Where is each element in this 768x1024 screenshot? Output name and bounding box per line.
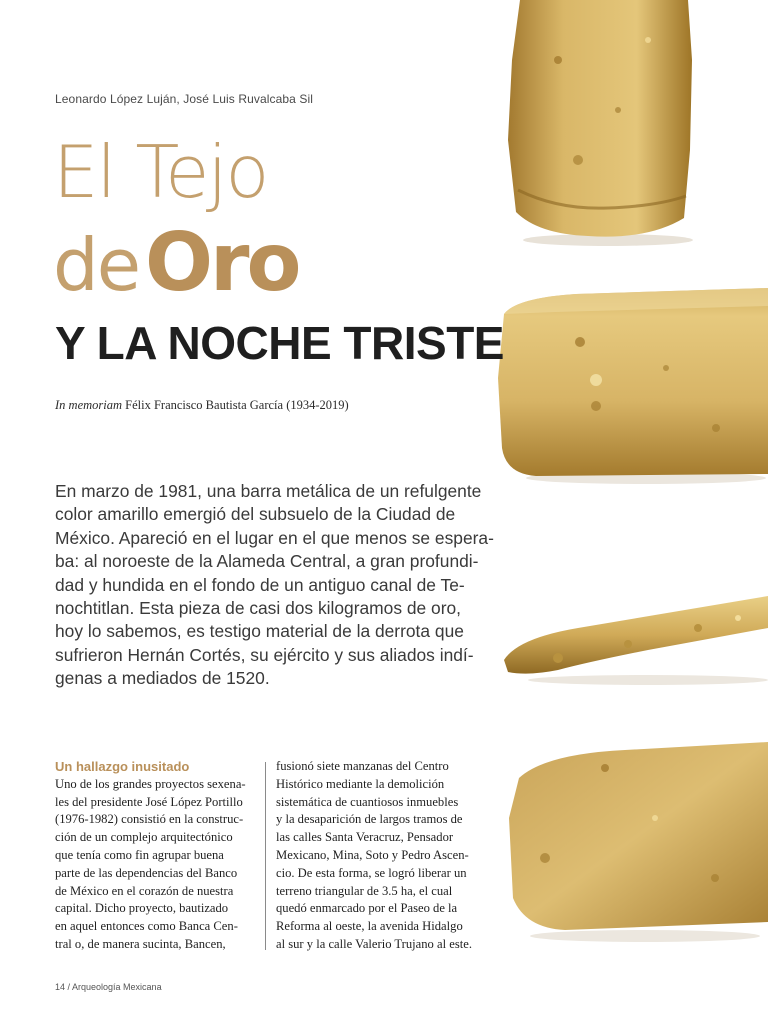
title-de: de — [53, 223, 139, 307]
section-heading: Un hallazgo inusitado — [55, 759, 190, 774]
authors-byline: Leonardo López Luján, José Luis Ruvalcaba Sil — [55, 92, 314, 106]
body-line: que tenía como fin agrupar buena — [55, 847, 224, 862]
page-footer: 14 / Arqueología Mexicana — [55, 982, 162, 992]
gold-bar-photo-bottom — [505, 738, 768, 948]
lead-line: sufrieron Hernán Cortés, su ejército y sus aliados indí- — [55, 644, 474, 665]
body-line: las calles Santa Veracruz, Pensador — [276, 830, 454, 845]
gold-bar-photo-top — [498, 0, 708, 250]
lead-line: En marzo de 1981, una barra metálica de un refulgente — [55, 481, 482, 501]
lead-line: nochtitlan. Esta pieza de casi dos kilogramos de oro, — [55, 598, 462, 619]
body-line: terreno triangular de 3.5 ha, el cual — [276, 883, 453, 898]
memoriam-dedication — [55, 398, 349, 413]
body-line: quedó enmarcado por el Paseo de la — [276, 901, 458, 916]
title-line1: El Tejo — [53, 130, 268, 214]
lead-paragraph — [55, 480, 494, 691]
memoriam-name: Félix Francisco Bautista García (1934-2019) — [125, 398, 349, 412]
lead-line: dad y hundida en el fondo de un antiguo canal de Te- — [55, 574, 465, 595]
body-line: Histórico mediante la demolición — [276, 776, 445, 791]
body-line: capital. Dicho proyecto, bautizado — [55, 901, 229, 916]
title-oro: Oro — [145, 216, 299, 309]
lead-line: genas a mediados de 1520. — [55, 668, 270, 689]
body-line: y la desaparición de largos tramos de — [276, 812, 463, 827]
title-line2 — [53, 218, 298, 331]
body-line: Mexicano, Mina, Soto y Pedro Ascen- — [276, 847, 469, 862]
body-line: de México en el corazón de nuestra — [55, 883, 234, 898]
body-line: fusionó siete manzanas del Centro — [276, 759, 449, 773]
gold-bar-photo-second — [496, 278, 768, 488]
lead-line: México. Apareció en el lugar en el que menos se espera- — [55, 527, 494, 548]
body-line: en aquel entonces como Banca Cen- — [55, 919, 238, 934]
column-divider — [265, 762, 266, 950]
body-column-1 — [55, 758, 255, 954]
lead-line: ba: al noroeste de la Alameda Central, a gran profundi- — [55, 551, 479, 572]
subtitle: Y LA NOCHE TRISTE — [55, 317, 504, 369]
gold-bar-photo-third — [498, 588, 768, 688]
body-line: parte de las dependencias del Banco — [55, 865, 238, 880]
body-column-2 — [276, 758, 476, 954]
body-line: Reforma al oeste, la avenida Hidalgo — [276, 919, 463, 934]
memoriam-italic: In memoriam — [55, 398, 123, 412]
lead-line: hoy lo sabemos, es testigo material de la derrota que — [55, 621, 464, 642]
body-line: cio. De esta forma, se logró liberar un — [276, 865, 467, 880]
body-line: sistemática de cuantiosos inmuebles — [276, 794, 459, 809]
body-line: tral o, de manera sucinta, Bancen, — [55, 936, 226, 951]
body-line: les del presidente José López Portillo — [55, 794, 243, 809]
lead-line: color amarillo emergió del subsuelo de la Ciudad de — [55, 504, 456, 525]
body-line: al sur y la calle Valerio Trujano al este. — [276, 936, 472, 951]
body-line: ción de un complejo arquitectónico — [55, 830, 233, 845]
body-line: (1976-1982) consistió en la construc- — [55, 812, 244, 827]
body-line: Uno de los grandes proyectos sexena- — [55, 776, 246, 791]
